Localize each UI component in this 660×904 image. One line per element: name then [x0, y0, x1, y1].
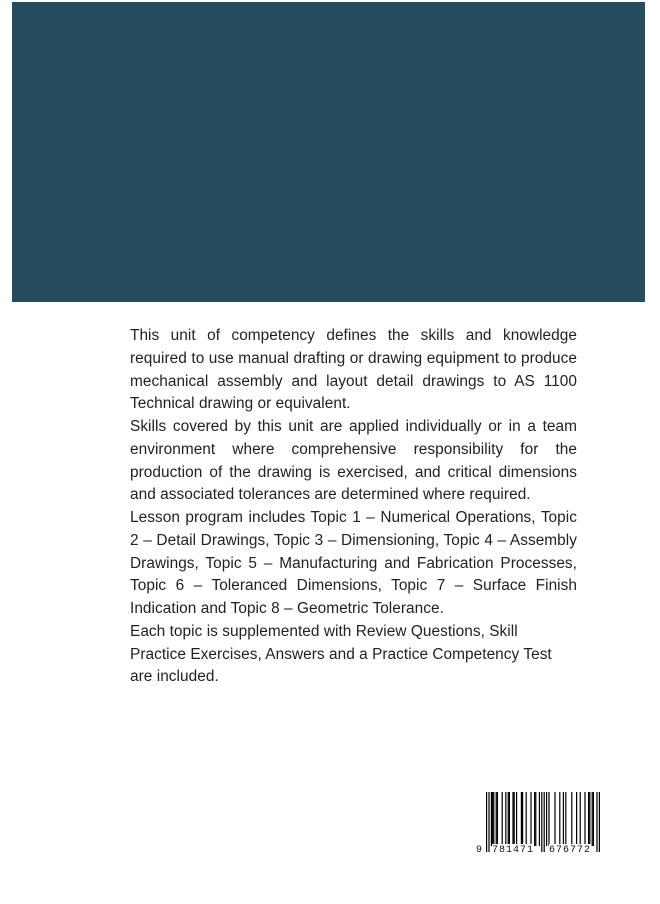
barcode-bar: [505, 792, 506, 846]
barcode-bar: [526, 792, 527, 846]
description-paragraph: Skills covered by this unit are applied individually or in a team environment where comprehensive responsibility for the production of the drawing is exercised, and critical dimensions and associated tolerances are determined where required.: [130, 418, 577, 504]
isbn-left-group: 781471: [492, 845, 535, 856]
barcode-bar: [491, 792, 492, 846]
barcode-bar: [554, 792, 555, 846]
barcode-bar: [535, 792, 536, 846]
description-paragraph: Each topic is supplemented with Review Questions, Skill Practice Exercises, Answers and a Practice Competency Test are included.: [130, 622, 552, 686]
barcode-bar: [546, 792, 547, 846]
barcode-bar: [589, 792, 590, 846]
barcode-bar: [588, 792, 589, 846]
barcode-bar: [548, 792, 549, 846]
barcode-bar: [530, 792, 531, 846]
barcode-bar: [512, 792, 513, 846]
barcode-bar: [559, 792, 560, 846]
barcode-bar: [497, 792, 498, 846]
barcode-guard-bar: [488, 792, 489, 852]
barcode-bar: [509, 792, 510, 846]
barcode-guard-bar: [596, 792, 597, 852]
barcode-bar: [593, 792, 594, 846]
description-paragraph: This unit of competency defines the skills and knowledge required to use manual drafting or drawing equipment to produce mechanical assembly and layout detail drawings to AS 1100 Technical drawing or equivalent.: [130, 327, 577, 413]
barcode-bar: [565, 792, 566, 846]
barcode-bar: [571, 792, 572, 846]
barcode-bar: [496, 792, 497, 846]
cover-banner: [12, 2, 645, 302]
barcode-bar: [514, 792, 515, 846]
barcode-bar: [508, 792, 509, 846]
isbn-barcode: [475, 792, 607, 862]
barcode-bar: [580, 792, 581, 846]
barcode-bar: [502, 792, 503, 846]
barcode-bar: [493, 792, 494, 846]
barcode-guard-bar: [486, 792, 487, 852]
description-paragraph: Lesson program includes Topic 1 – Numerical Operations, Topic 2 – Detail Drawings, Topic 3 – Dimensioning, Topic 4 – Assembly Drawings, Topic 5 – Manufacturing and Fabrication Processes, Topic 6 – Toleranced Dimensions, Topic 7 – Surface Finish Indication and Topic 8 – Geometric Tolerance.: [130, 509, 577, 617]
barcode-bar: [584, 792, 585, 846]
barcode-bar: [563, 792, 564, 846]
barcode-bar: [534, 792, 535, 846]
barcode-bar: [539, 792, 540, 846]
barcode-bar: [516, 792, 517, 846]
isbn-lead-digit: 9: [476, 845, 483, 856]
back-cover-description: [130, 325, 577, 689]
barcode-guard-bar: [541, 792, 542, 852]
barcode-bar: [576, 792, 577, 846]
barcode-bar: [522, 792, 523, 846]
isbn-number: [475, 844, 607, 858]
barcode-guard-bar: [544, 792, 545, 852]
barcode-guard-bar: [599, 792, 600, 852]
barcode-bar: [492, 792, 493, 846]
barcode-bar: [592, 792, 593, 846]
barcode-bar: [521, 792, 522, 846]
isbn-right-group: 676772: [549, 845, 592, 856]
